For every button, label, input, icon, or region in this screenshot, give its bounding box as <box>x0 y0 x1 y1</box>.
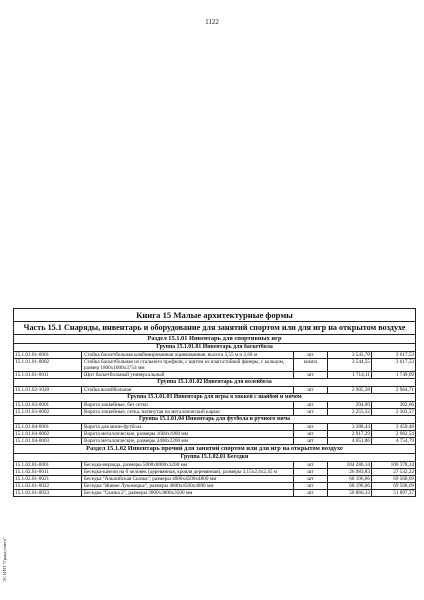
item-price-2: 51 897,37 <box>371 489 415 496</box>
table-row <box>14 437 416 444</box>
table-row <box>14 430 416 437</box>
item-unit: шт <box>293 371 327 378</box>
group-title: Группа 15.1.01.02 Инвентарь для волейбола <box>14 378 416 386</box>
item-code: 15.1.02.01-0001 <box>14 461 82 468</box>
section-title-row <box>14 334 416 343</box>
table-row <box>14 482 416 489</box>
item-unit: шт <box>293 408 327 415</box>
group-title-row <box>14 453 416 461</box>
item-name: Беседка-качели на 6 человек (деревянная, кровля деревянная), размеры 3,15х2,4х2,45 м <box>82 468 294 475</box>
section-title: Раздел 15.1.02 Инвентарь прочий для занятий спортом или для игр на открытом воздухе <box>14 444 416 453</box>
table-row <box>14 358 416 371</box>
item-price-1: 2 917,29 <box>327 430 371 437</box>
group-title: Группа 15.1.02.01 Беседки <box>14 453 416 461</box>
item-price-2: 69 568,69 <box>371 482 415 489</box>
item-price-2: 302,66 <box>371 401 415 408</box>
item-name: Ворота хоккейные, без сетки <box>82 401 294 408</box>
item-name: Ворота для мини-футбола <box>82 423 294 430</box>
part-title: Часть 15.1 Снаряды, инвентарь и оборудование для занятий спортом или для игр на открытом воздухе <box>14 322 416 335</box>
item-name: Беседка "Живое Лукоморье", размеры 4000х4500х4800 мм <box>82 482 294 489</box>
item-price-2: 2 303,57 <box>371 408 415 415</box>
page-number: 1122 <box>205 18 219 26</box>
item-price-2: 2 982,54 <box>371 430 415 437</box>
item-price-1: 2 255,32 <box>327 408 371 415</box>
section-title: Раздел 15.1.01 Инвентарь для спортивных игр <box>14 334 416 343</box>
item-price-1: 50 866,33 <box>327 489 371 496</box>
item-name: Ворота хоккейные, сетка, натянутая на металлический каркас <box>82 408 294 415</box>
item-price-1: 294,00 <box>327 401 371 408</box>
item-code: 15.1.01.02-1020 <box>14 386 82 393</box>
item-code: 15.1.02.01-0011 <box>14 468 82 475</box>
item-price-2: 1 749,09 <box>371 371 415 378</box>
item-code: 15.1.01.01-0011 <box>14 371 82 378</box>
group-title-row <box>14 378 416 386</box>
item-unit: шт <box>293 437 327 444</box>
item-price-2: 69 568,69 <box>371 475 415 482</box>
part-title-row <box>14 322 416 335</box>
book-title-row <box>14 309 416 322</box>
table-row <box>14 461 416 468</box>
table-row <box>14 351 416 358</box>
item-unit: шт <box>293 401 327 408</box>
item-code: 15.1.01.04-0002 <box>14 430 82 437</box>
item-unit: шт <box>293 423 327 430</box>
group-title-row <box>14 415 416 423</box>
item-unit: шт <box>293 386 327 393</box>
price-table <box>13 308 416 497</box>
item-code: 15.1.02.01-0023 <box>14 489 82 496</box>
item-price-1: 1 714,11 <box>327 371 371 378</box>
item-code: 15.1.01.01-0002 <box>14 358 82 371</box>
item-unit: шт <box>293 475 327 482</box>
item-unit: шт <box>293 351 327 358</box>
item-name: Стойка баскетбольная из стального профиля, с щитом из влагостойкой фанеры, с кольцом, размер 1800х1000х3754 мм <box>82 358 294 371</box>
group-title-row <box>14 343 416 351</box>
item-price-1: 68 196,06 <box>327 482 371 489</box>
item-name: Беседка "Альпийская Сказка", размеры 4000х4500х4800 мм <box>82 475 294 482</box>
table-row <box>14 371 416 378</box>
item-price-1: 26 983,83 <box>327 468 371 475</box>
item-unit: шт <box>293 430 327 437</box>
item-name: Беседка-веранда, размеры 5000х8000х3200 мм <box>82 461 294 468</box>
item-unit: шт <box>293 482 327 489</box>
item-price-2: 27 532,22 <box>371 468 415 475</box>
section-title-row <box>14 444 416 453</box>
item-name: Стойка волейбольная <box>82 386 294 393</box>
item-price-2: 4 754,79 <box>371 437 415 444</box>
price-table-body <box>14 309 416 497</box>
item-price-1: 3 543,70 <box>327 351 371 358</box>
item-unit: шт <box>293 489 327 496</box>
item-price-1: 3 544,55 <box>327 358 371 371</box>
table-row <box>14 468 416 475</box>
group-title: Группа 15.1.01.03 Инвентарь для игры в хоккей с шайбой и мячом <box>14 393 416 401</box>
item-name: Стойка баскетбольная комбинированная оцинкованная, высота 3,55 м и 2,68 м <box>82 351 294 358</box>
item-price-1: 4 651,86 <box>327 437 371 444</box>
item-price-2: 106 378,14 <box>371 461 415 468</box>
item-price-2: 2 964,71 <box>371 386 415 393</box>
item-code: 15.1.01.04-0001 <box>14 423 82 430</box>
table-row <box>14 401 416 408</box>
item-name: Ворота металлические, размеры 1600х1800 мм <box>82 430 294 437</box>
item-price-2: 3 459,48 <box>371 423 415 430</box>
item-name: Щит баскетбольный универсальный <box>82 371 294 378</box>
group-title-row <box>14 393 416 401</box>
item-price-1: 104 286,14 <box>327 461 371 468</box>
item-price-1: 2 905,38 <box>327 386 371 393</box>
item-price-2: 3 617,53 <box>371 358 415 371</box>
table-row <box>14 423 416 430</box>
item-unit: компл <box>293 358 327 371</box>
table-row <box>14 475 416 482</box>
item-name: Ворота металлические, размеры 2400х2200 мм <box>82 437 294 444</box>
item-price-1: 3 388,44 <box>327 423 371 430</box>
item-code: 15.1.01.01-0001 <box>14 351 82 358</box>
item-code: 15.1.02.01-0021 <box>14 475 82 482</box>
item-unit: шт <box>293 461 327 468</box>
book-title: Книга 15 Малые архитектурные формы <box>14 309 416 322</box>
group-title: Группа 15.1.01.01 Инвентарь для баскетбола <box>14 343 416 351</box>
item-price-2: 3 617,53 <box>371 351 415 358</box>
table-row <box>14 386 416 393</box>
table-row <box>14 489 416 496</box>
side-note: ЭС ИТП "Гранд-смета" <box>2 537 7 582</box>
item-code: 15.1.02.01-0022 <box>14 482 82 489</box>
item-name: Беседка "Сказка 2", размеры 3800х3800х3500 мм <box>82 489 294 496</box>
group-title: Группа 15.1.01.04 Инвентарь для футбола и ручного мяча <box>14 415 416 423</box>
table-row <box>14 408 416 415</box>
item-code: 15.1.01.03-0001 <box>14 401 82 408</box>
item-unit: шт <box>293 468 327 475</box>
item-code: 15.1.01.03-0002 <box>14 408 82 415</box>
item-price-1: 68 196,06 <box>327 475 371 482</box>
item-code: 15.1.01.04-0003 <box>14 437 82 444</box>
